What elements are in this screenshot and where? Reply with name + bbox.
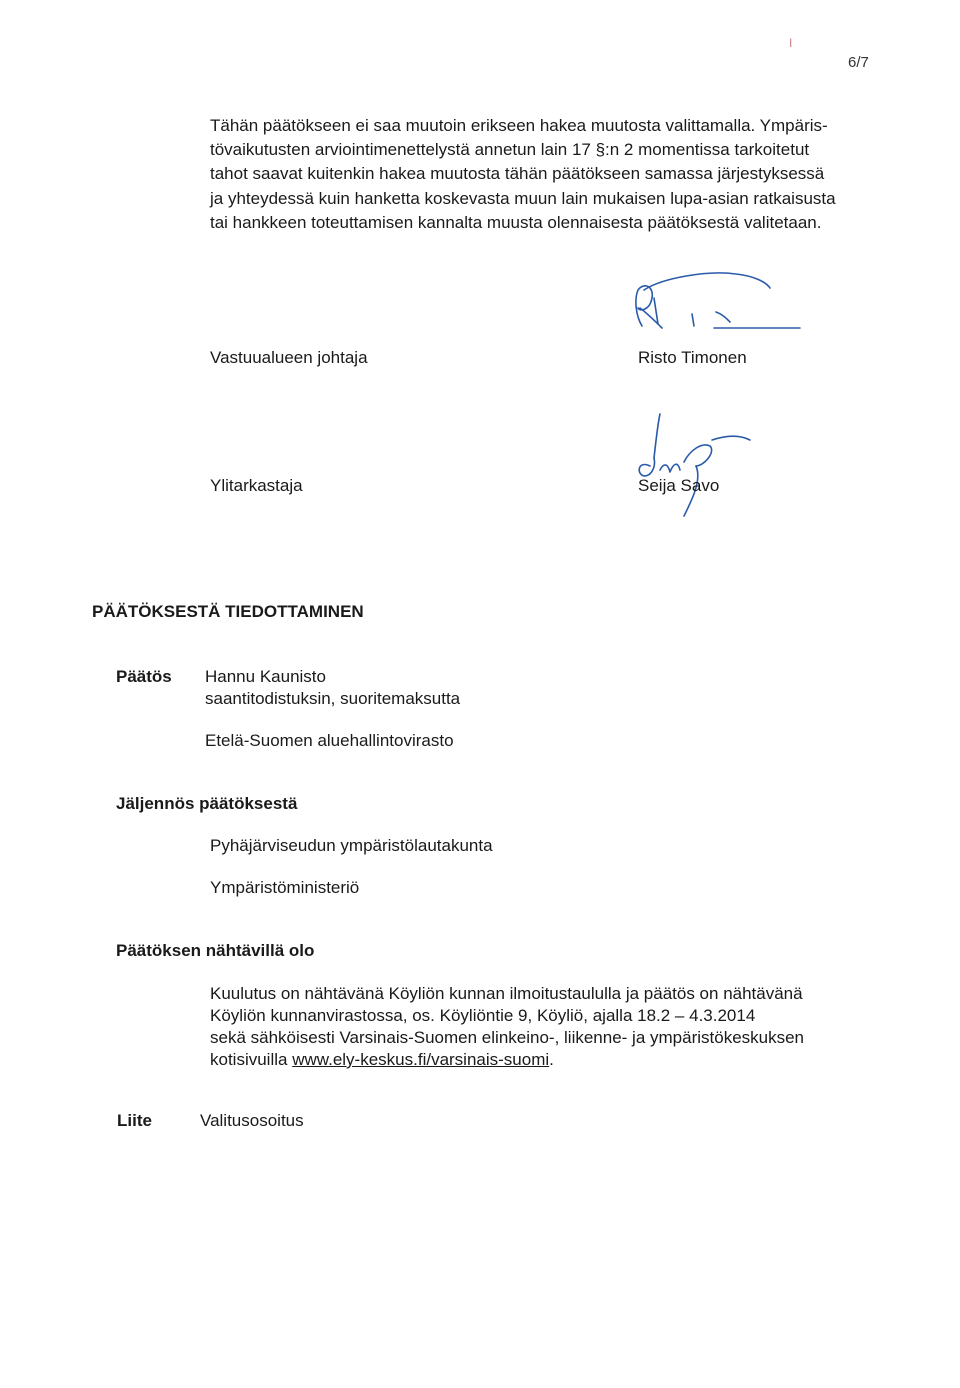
copy-recipient: Ympäristöministeriö xyxy=(210,878,360,897)
signature-seija-savo xyxy=(630,410,770,520)
intro-paragraph xyxy=(210,114,900,235)
display-line: sekä sähköisesti Varsinais-Suomen elinkeino-, liikenne- ja ympäristökeskuksen xyxy=(210,1028,805,1047)
ely-keskus-link[interactable]: www.ely-keskus.fi/varsinais-suomi xyxy=(292,1050,550,1069)
attachment-value: Valitusosoitus xyxy=(200,1111,304,1130)
decision-recipient: Hannu Kaunisto xyxy=(205,667,326,686)
display-line: Kuulutus on nähtävänä Köyliön kunnan ilmoitustaululla ja päätös on nähtävänä xyxy=(210,984,803,1003)
name-risto-timonen: Risto Timonen xyxy=(638,348,747,367)
display-line-last xyxy=(210,1050,554,1070)
attachment-label: Liite xyxy=(117,1111,152,1130)
intro-line: tahot saavat kuitenkin hakea muutosta tähän päätökseen samassa järjestyksessä xyxy=(210,164,825,184)
signature-risto-timonen xyxy=(618,268,808,340)
decision-authority: Etelä-Suomen aluehallintovirasto xyxy=(205,731,454,750)
decision-label: Päätös xyxy=(116,667,172,686)
name-seija-savo: Seija Savo xyxy=(638,476,720,495)
display-label: Päätöksen nähtävillä olo xyxy=(116,941,315,960)
display-line: Köyliön kunnanvirastossa, os. Köyliöntie 9, Köyliö, ajalla 18.2 – 4.3.2014 xyxy=(210,1006,756,1025)
intro-line: ja yhteydessä kuin hanketta koskevasta muun lain mukaisen lupa-asian ratkaisusta xyxy=(210,188,836,208)
copy-label: Jäljennös päätöksestä xyxy=(116,794,298,813)
intro-line: tai hankkeen toteuttamisen kannalta muusta olennaisesta päätöksestä valitetaan. xyxy=(210,212,822,232)
role-ylitarkastaja: Ylitarkastaja xyxy=(210,476,303,495)
role-vastuualueen-johtaja: Vastuualueen johtaja xyxy=(210,348,368,367)
decision-recipient-detail: saantitodistuksin, suoritemaksutta xyxy=(205,689,461,708)
intro-line: tövaikutusten arviointimenettelystä annetun lain 17 §:n 2 momentissa tarkoitetut xyxy=(210,140,810,160)
display-line-suffix: . xyxy=(549,1050,554,1069)
section-heading: PÄÄTÖKSESTÄ TIEDOTTAMINEN xyxy=(92,602,364,621)
display-line-prefix: kotisivuilla xyxy=(210,1050,293,1069)
page-number: 6/7 xyxy=(848,54,869,71)
intro-line: Tähän päätökseen ei saa muutoin erikseen hakea muutosta valittamalla. Ympäris- xyxy=(210,116,828,135)
copy-recipient: Pyhäjärviseudun ympäristölautakunta xyxy=(210,836,493,855)
corner-mark: I xyxy=(789,36,793,50)
